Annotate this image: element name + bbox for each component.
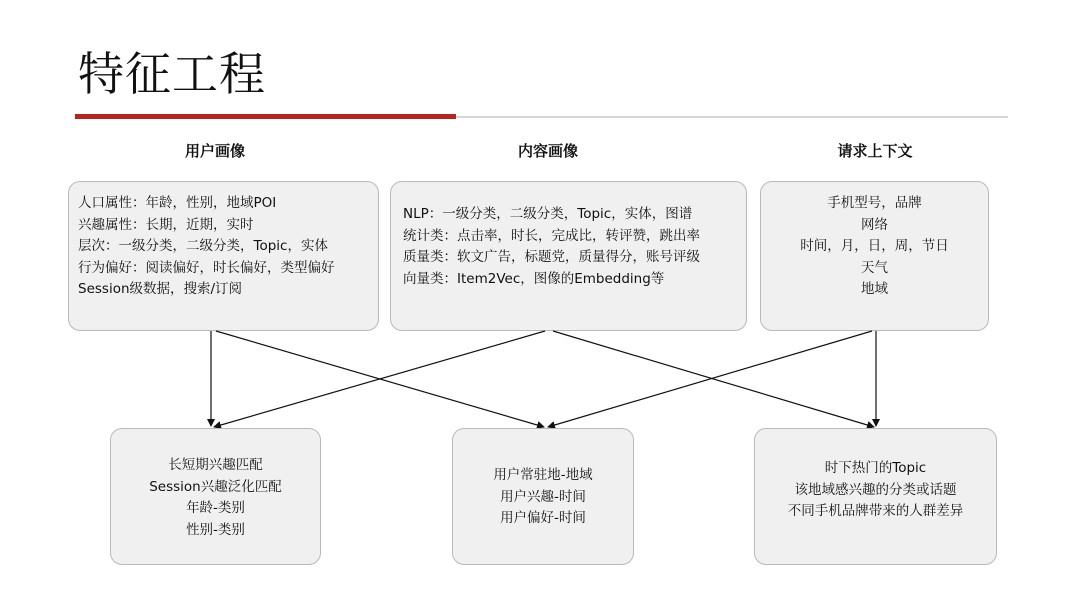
header-user-profile: 用户画像 xyxy=(184,142,245,160)
context-trend-line: 时下热门的Topic xyxy=(824,460,927,476)
user-location-time-line: 用户常驻地-地域 xyxy=(493,467,593,483)
request-context-line: 网络 xyxy=(861,216,888,233)
content-profile-line: 质量类：软文广告，标题党，质量得分，账号评级 xyxy=(403,249,700,265)
content-profile-line: NLP：一级分类，二级分类，Topic，实体，图谱 xyxy=(403,206,693,222)
user-profile-line: 人口属性：年龄，性别，地域POI xyxy=(78,195,277,211)
user-profile-line: Session级数据，搜索/订阅 xyxy=(78,281,243,297)
request-context-line: 地域 xyxy=(861,281,888,297)
page-title: 特征工程 xyxy=(78,47,266,101)
user-profile-line: 行为偏好：阅读偏好，时长偏好，类型偏好 xyxy=(78,259,335,276)
interest-match-line: 年龄-类别 xyxy=(186,500,245,516)
request-context-line: 天气 xyxy=(861,259,888,276)
content-profile-line: 向量类：Item2Vec，图像的Embedding等 xyxy=(403,270,665,287)
context-trend-line: 不同手机品牌带来的人群差异 xyxy=(787,503,964,519)
request-context-line: 时间，月，日，周，节日 xyxy=(800,238,949,254)
user-location-time-line: 用户兴趣-时间 xyxy=(500,488,586,505)
user-profile-line: 层次：一级分类，二级分类，Topic，实体 xyxy=(78,238,328,254)
content-profile-line: 统计类：点击率，时长，完成比，转评赞，跳出率 xyxy=(403,227,700,244)
user-location-time-line: 用户偏好-时间 xyxy=(500,510,586,526)
user-profile-line: 兴趣属性：长期，近期，实时 xyxy=(78,216,254,233)
request-context-line: 手机型号，品牌 xyxy=(827,195,922,211)
context-trend-line: 该地域感兴趣的分类或话题 xyxy=(794,481,957,498)
user-location-time-box xyxy=(452,428,634,565)
context-trend-box xyxy=(754,428,997,565)
header-content-profile: 内容画像 xyxy=(517,142,578,160)
interest-match-box xyxy=(110,428,321,565)
arrow-context-to-middle xyxy=(548,331,872,427)
header-request-context: 请求上下文 xyxy=(837,142,913,160)
arrow-content-to-right xyxy=(553,331,874,427)
interest-match-line: 长短期兴趣匹配 xyxy=(168,457,263,473)
interest-match-line: Session兴趣泛化匹配 xyxy=(149,478,282,495)
interest-match-line: 性别-类别 xyxy=(186,521,245,538)
